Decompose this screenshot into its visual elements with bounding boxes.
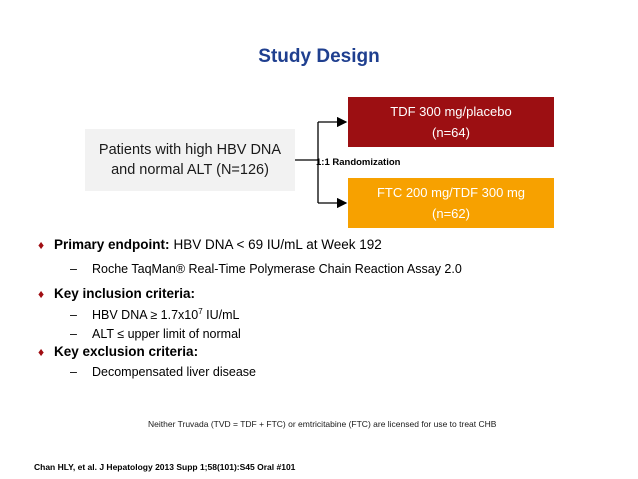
arm-ftc-n: (n=62) — [432, 206, 470, 221]
bullet-inclusion — [38, 286, 199, 301]
inclusion-hbv-exponent: 7 — [198, 307, 203, 316]
diamond-bullet-icon: ♦ — [38, 238, 45, 252]
arm-tdf-n: (n=64) — [432, 125, 470, 140]
diamond-bullet-icon: ♦ — [38, 287, 45, 301]
bullet-primary-endpoint — [38, 237, 382, 252]
inclusion-hbv-prefix: HBV DNA ≥ 1.7x10 — [92, 308, 199, 323]
bullet-exclusion — [38, 344, 202, 359]
primary-assay-text: Roche TaqMan® Real-Time Polymerase Chain Reaction Assay 2.0 — [92, 262, 462, 276]
arm-ftc-box — [348, 178, 554, 228]
sub-inclusion-hbv — [70, 307, 239, 322]
inclusion-alt-text: ALT ≤ upper limit of normal — [92, 327, 241, 341]
primary-endpoint-text: HBV DNA < 69 IU/mL at Week 192 — [173, 237, 382, 252]
patients-line-2: and normal ALT (N=126) — [111, 162, 269, 178]
inclusion-hbv-suffix: IU/mL — [202, 308, 240, 323]
primary-endpoint-label: Primary endpoint: — [54, 237, 170, 252]
licensing-note: Neither Truvada (TVD = TDF + FTC) or emtricitabine (FTC) are licensed for use to treat CHB — [148, 419, 497, 429]
dash-bullet-icon: – — [70, 308, 77, 323]
inclusion-label: Key inclusion criteria: — [54, 286, 196, 301]
arm-ftc-label: FTC 200 mg/TDF 300 mg — [376, 185, 526, 200]
randomization-label: 1:1 Randomization — [316, 157, 401, 168]
exclusion-label: Key exclusion criteria: — [54, 344, 199, 359]
sub-exclusion-liver — [70, 365, 256, 379]
diamond-bullet-icon: ♦ — [38, 345, 45, 359]
exclusion-liver-text: Decompensated liver disease — [92, 365, 256, 379]
dash-bullet-icon: – — [70, 262, 77, 276]
citation: Chan HLY, et al. J Hepatology 2013 Supp 1;58(101):S45 Oral #101 — [34, 462, 296, 472]
arm-tdf-label: TDF 300 mg/placebo — [390, 104, 512, 119]
sub-primary-assay — [70, 262, 462, 276]
dash-bullet-icon: – — [70, 365, 77, 379]
patients-box — [85, 129, 295, 191]
slide-title: Study Design — [258, 46, 380, 67]
dash-bullet-icon: – — [70, 327, 77, 341]
patients-line-1: Patients with high HBV DNA — [98, 142, 282, 158]
sub-inclusion-alt — [70, 327, 241, 341]
arm-tdf-box — [348, 97, 554, 147]
inclusion-hbv-text — [92, 307, 239, 322]
